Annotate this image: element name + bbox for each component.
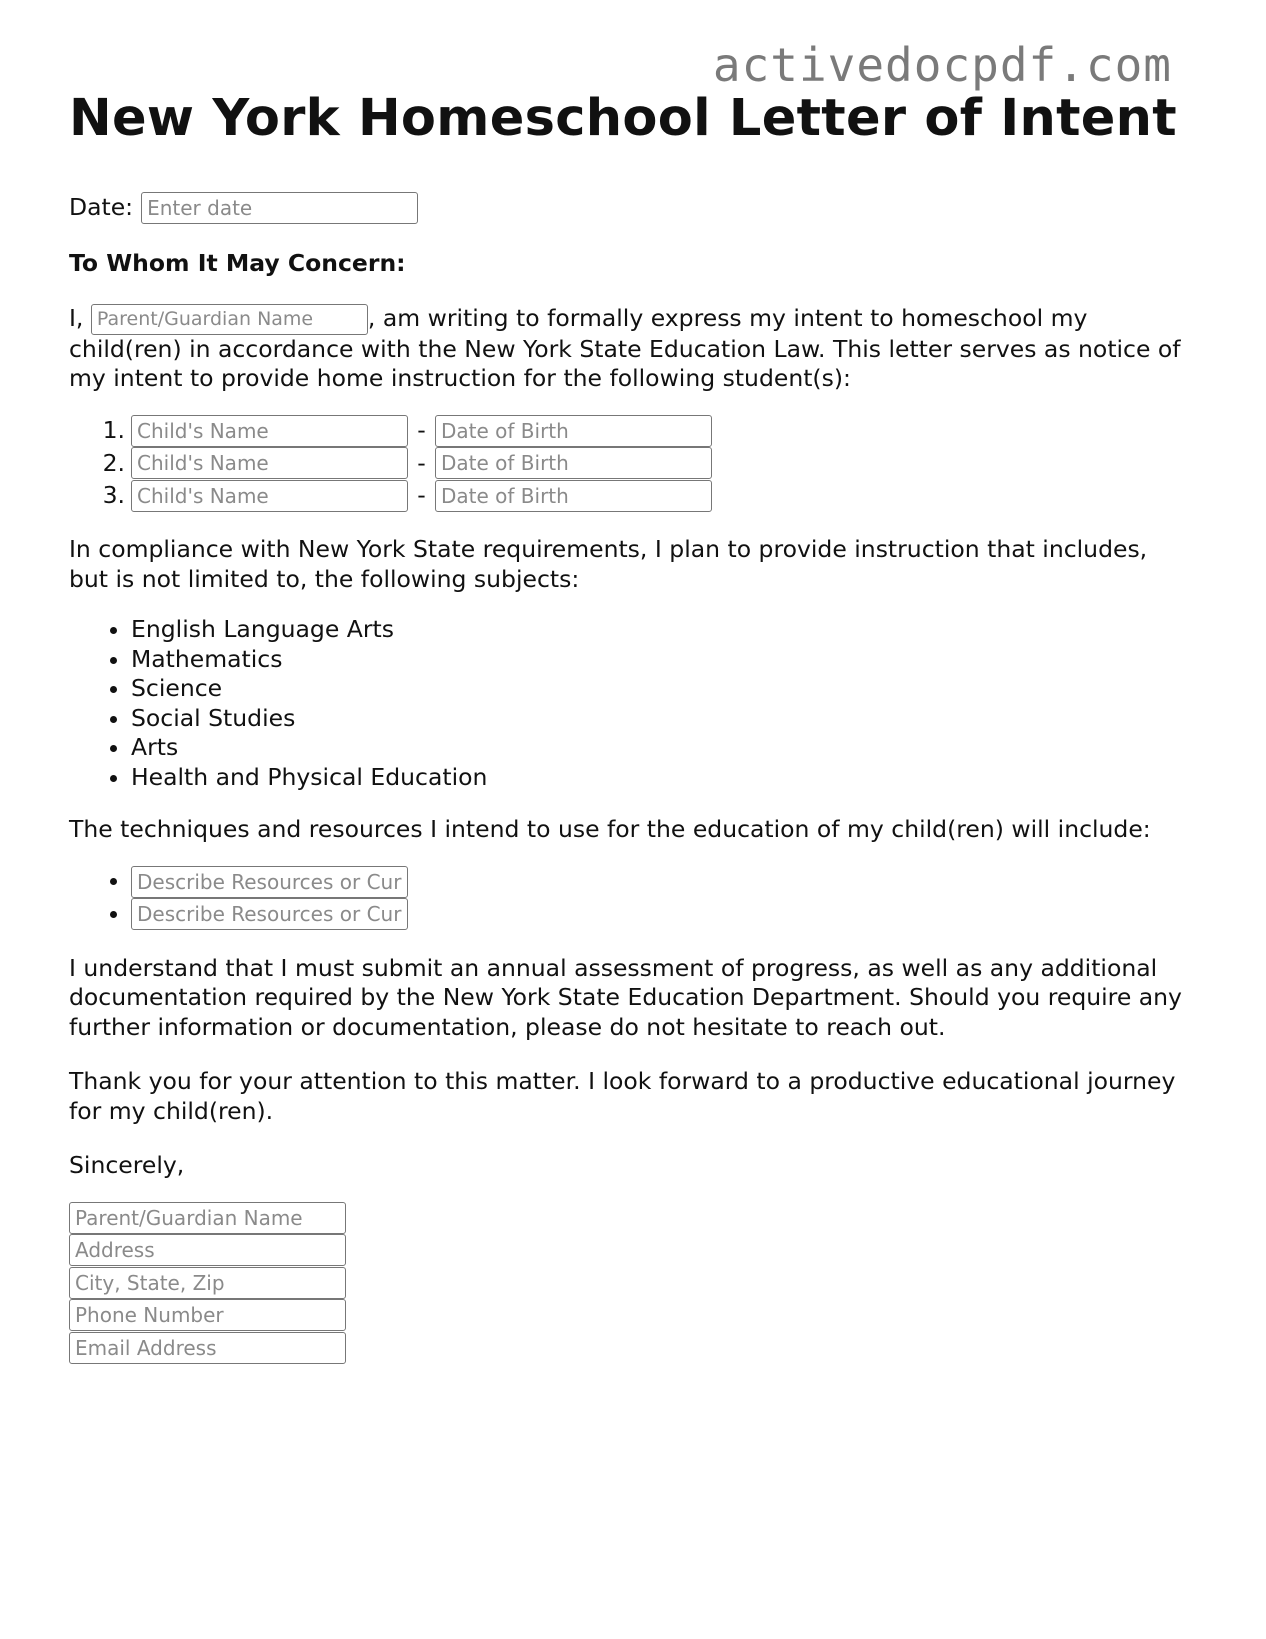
students-list [69,415,1189,513]
subjects-list [69,615,1189,792]
subject-item: • Social Studies [131,704,1189,734]
closing: Sincerely, [69,1151,185,1179]
signature-name-input[interactable] [69,1202,346,1234]
page-title: New York Homeschool Letter of Intent [69,89,1177,148]
address-input[interactable] [69,1234,346,1266]
subject-item: • Mathematics [131,645,1189,675]
city-state-zip-input[interactable] [69,1267,346,1299]
phone-input[interactable] [69,1299,346,1331]
student-row [69,480,1189,513]
intro-paragraph [69,304,1189,394]
child-dob-input[interactable] [435,447,712,479]
watermark: activedocpdf.com [712,38,1172,92]
techniques-paragraph: The techniques and resources I intend to use for the education of my child(ren) will include: [69,815,1151,843]
resource-input[interactable] [131,898,408,930]
thanks-paragraph: Thank you for your attention to this matter. I look forward to a productive educational journey for my child(ren). [69,1067,1176,1125]
assessment-paragraph: I understand that I must submit an annual assessment of progress, as well as any additional documentation required by the New York State Education Department. Should you require any further information or documentation, please do not hesitate to reach out. [69,953,1182,1041]
letter-page [69,82,1189,1364]
child-dob-input[interactable] [435,480,712,512]
contact-fields [69,1202,1189,1365]
date-row [69,192,1189,224]
subject-item: • English Language Arts [131,615,1189,645]
student-number: 1. [102,416,125,444]
child-dob-input[interactable] [435,415,712,447]
subject-item: • Arts [131,733,1189,763]
separator: - [417,481,426,509]
parent-name-input[interactable] [91,304,368,335]
intro-prefix: I, [69,303,84,332]
student-row [69,415,1189,448]
student-row [69,447,1189,480]
date-label: Date: [69,193,134,222]
separator: - [417,448,426,477]
resources-list [69,866,1189,931]
student-number: 2. [102,448,125,477]
resource-item [131,898,1189,931]
subject-item: • Science [131,674,1189,704]
email-input[interactable] [69,1332,346,1364]
date-input[interactable] [141,192,418,224]
separator: - [417,416,426,444]
resource-input[interactable] [131,866,408,898]
salutation: To Whom It May Concern: [69,249,406,277]
resource-item [131,866,1189,899]
child-name-input[interactable] [131,480,408,512]
student-number: 3. [102,481,125,509]
compliance-paragraph: In compliance with New York State requirements, I plan to provide instruction that includes, but is not limited to, the following subjects: [69,535,1148,593]
child-name-input[interactable] [131,415,408,447]
intro-text: , am writing to formally express my intent to homeschool my child(ren) in accordance with the New York State Education Law. This letter serves as notice of my intent to provide home instruction for the following student(s): [69,303,1181,392]
subject-item: • Health and Physical Education [131,763,1189,793]
child-name-input[interactable] [131,447,408,479]
